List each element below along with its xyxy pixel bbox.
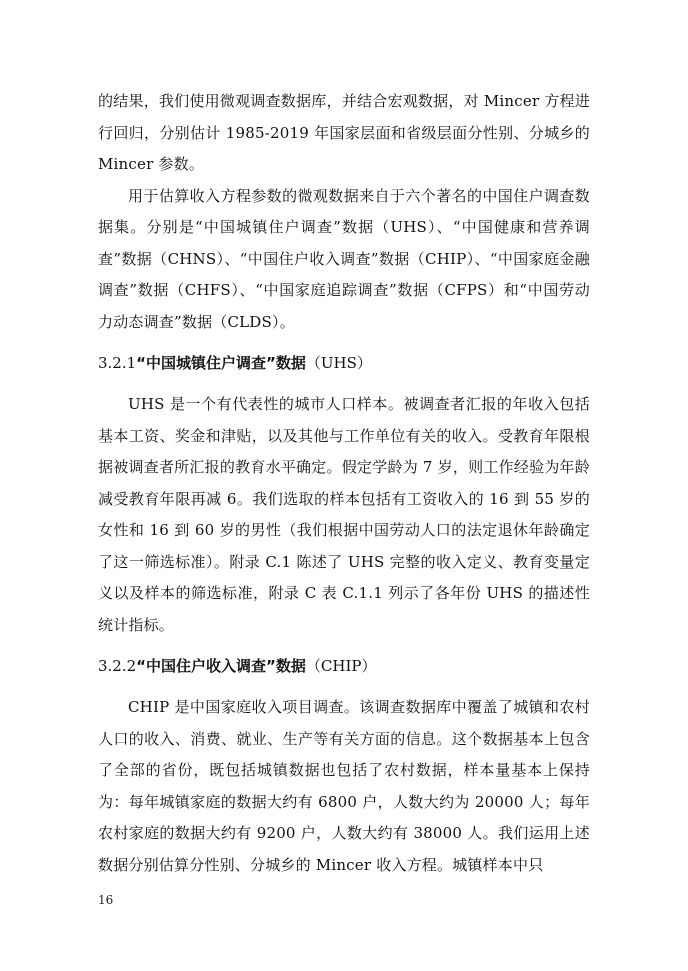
paragraph-chip: CHIP 是中国家庭收入项目调查。该调查数据库中覆盖了城镇和农村人口的收入、消费、就业、生产等有关方面的信息。这个数据基本上包含了全部的省份，既包括城镇数据也包括了农村数据，样本量基本上保持为：每年城镇家庭的数据大约有 6800 户，人数大约为 20000 人；每年农村家庭的数据大约有 9200 户，人数大约有 38000 人。我们运用上述数据分别估算分性别、分城乡的 Mincer 收入方程。城镇样本中只 <box>98 698 590 874</box>
section-heading-uhs <box>98 348 590 379</box>
section-title: “中国住户收入调查”数据 <box>136 657 306 675</box>
paragraph-mincer-intro: 的结果，我们使用微观调查数据库，并结合宏观数据，对 Mincer 方程进行回归，分别估计 1985-2019 年国家层面和省级层面分性别、分城乡的 Mincer 参数。 <box>98 92 590 173</box>
paragraph-data-sources: 用于估算收入方程参数的微观数据来自于六个著名的中国住户调查数据集。分别是“中国城镇住户调查”数据（UHS）、“中国健康和营养调查”数据（CHNS）、“中国住户收入调查”数据（CHIP）、“中国家庭金融调查”数据（CHFS）、“中国家庭追踪调查”数据（CFPS）和“中国劳动力动态调查”数据（CLDS）。 <box>98 186 590 331</box>
page-number: 16 <box>98 893 114 907</box>
paragraph-uhs: UHS 是一个有代表性的城市人口样本。被调查者汇报的年收入包括基本工资、奖金和津贴，以及其他与工作单位有关的收入。受教育年限根据被调查者所汇报的教育水平确定。假定学龄为 7 岁，则工作经验为年龄减受教育年限再减 6。我们选取的样本包括有工资收入的 16 到 55 岁的女性和 16 到 60 岁的男性（我们根据中国劳动人口的法定退休年龄确定了这一筛选标准）。附录 C.1 陈述了 UHS 完整的收入定义、教育变量定义以及样本的筛选标准，附录 C 表 C.1.1 列示了各年份 UHS 的描述性统计指标。 <box>98 395 590 634</box>
section-title: “中国城镇住户调查”数据 <box>136 354 306 372</box>
section-abbr: （UHS） <box>305 354 372 372</box>
section-number: 3.2.1 <box>98 354 137 372</box>
section-abbr: （CHIP） <box>305 657 377 675</box>
section-number: 3.2.2 <box>98 657 137 675</box>
section-heading-chip <box>98 651 590 682</box>
